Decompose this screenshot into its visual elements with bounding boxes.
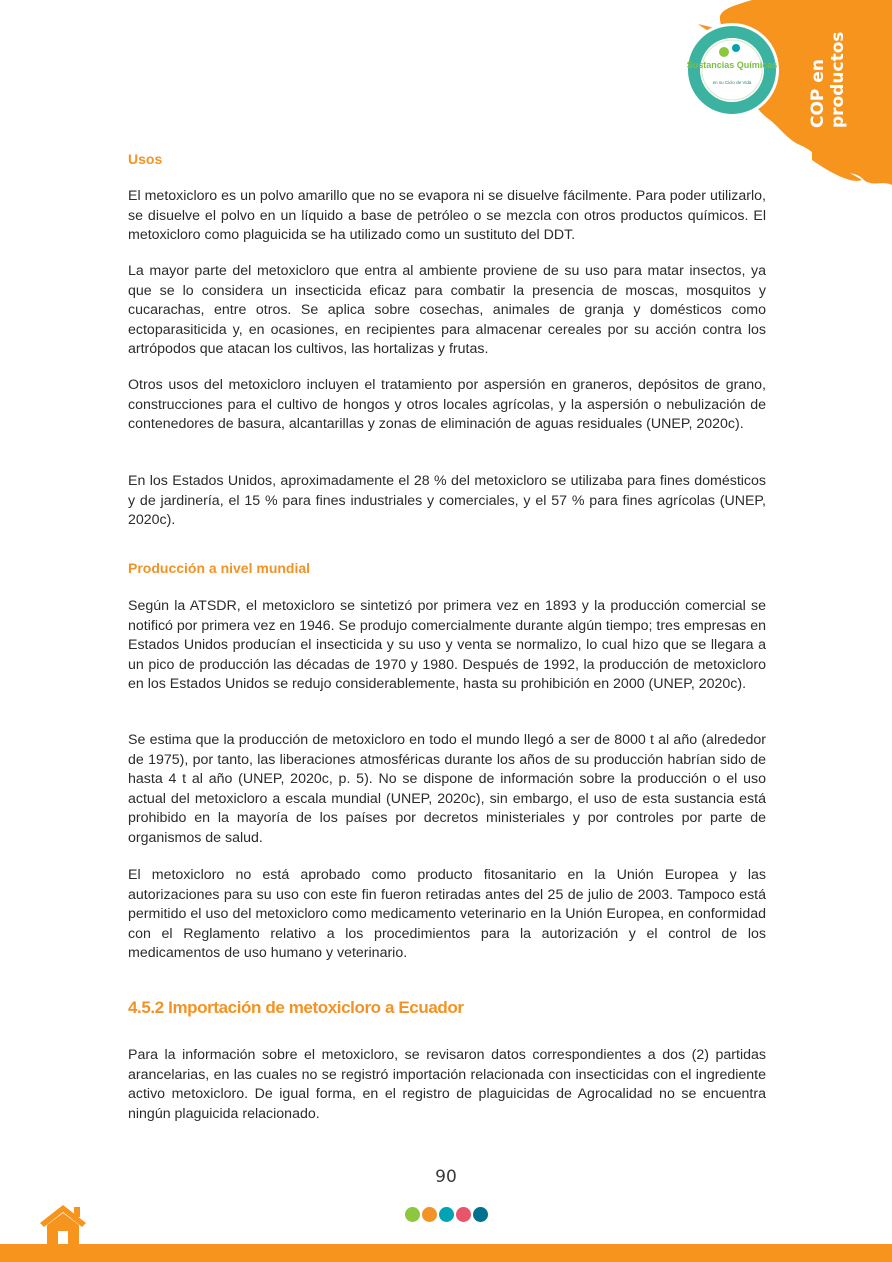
sustancias-quimicas-logo xyxy=(684,22,780,118)
badge-sub: en su Ciclo de Vida xyxy=(712,80,752,85)
footer-bar xyxy=(0,1244,892,1262)
page-number: 90 xyxy=(435,1167,457,1187)
color-dots xyxy=(405,1207,488,1222)
paragraph-produccion-2: Se estima que la producción de metoxicloro en todo el mundo llegó a ser de 8000 t al año (alrededor de 1975), por tanto, las liberaciones atmosféricas durante los años de su producción habrían sido de hasta 4 t al año (UNEP, 2020c, p. 5). No se dispone de información sobre la producción o el uso actual del metoxicloro a escala mundial (UNEP, 2020c), sin embargo, el uso de esta sustancia está prohibido en la mayoría de los países por decretos ministeriales y por controles por parte de organismos de salud. xyxy=(128,732,766,846)
paragraph-produccion-3: El metoxicloro no está aprobado como producto fitosanitario en la Unión Europea y las autorizaciones para su uso con este fin fueron retiradas antes del 25 de julio de 2003. Tampoco está permitido el uso del metoxicloro como medicamento veterinario en la Unión Europea, en conformidad con el Reglamento relativo a los procedimientos para la autorización y el control de los medicamentos de uso humano y veterinario. xyxy=(128,867,766,962)
paragraph-usos-4: En los Estados Unidos, aproximadamente el 28 % del metoxicloro se utilizaba para fines domésticos y de jardinería, el 15 % para fines industriales y comerciales, y el 57 % para fines agrícolas (UNEP, 2020c). xyxy=(128,473,766,529)
paragraph-importacion-1: Para la información sobre el metoxicloro, se revisaron datos correspondientes a dos (2) partidas arancelarias, en las cuales no se registró importación relacionada con insecticidas con el ingrediente activo metoxicloro. De igual forma, en el registro de plaguicidas de Agrocalidad no se encuentra ningún plaguicida relacionado. xyxy=(128,1047,766,1122)
section-tag-line2: productos xyxy=(828,31,848,128)
section-tag xyxy=(808,18,848,128)
dot-orange xyxy=(422,1207,437,1222)
paragraph-usos-1: El metoxicloro es un polvo amarillo que no se evapora ni se disuelve fácilmente. Para poder utilizarlo, se disuelve el polvo en un líquido a base de petróleo o se mezcla con otros productos químicos. El metoxicloro como plaguicida se ha utilizado como un sustituto del DDT. xyxy=(128,188,766,244)
paragraph-produccion-1: Según la ATSDR, el metoxicloro se sintetizó por primera vez en 1893 y la producción comercial se notificó por primera vez en 1946. Se produjo comercialmente durante algún tiempo; tres empresas en Estados Unidos producían el insecticida y su uso y venta se normalizo, lo cual hizo que se llegara a un pico de producción las décadas de 1970 y 1980. Después de 1992, la producción de metoxicloro en los Estados Unidos se redujo considerablemente, hasta su prohibición en 2000 (UNEP, 2020c). xyxy=(128,598,766,693)
section-heading-produccion: Producción a nivel mundial xyxy=(128,560,311,576)
section-tag-line1: COP en xyxy=(808,59,828,128)
dot-green xyxy=(405,1207,420,1222)
dot-blue xyxy=(473,1207,488,1222)
section-heading-usos: Usos xyxy=(128,151,163,167)
dot-pink xyxy=(456,1207,471,1222)
section-heading-importacion: 4.5.2 Importación de metoxicloro a Ecuador xyxy=(128,998,464,1017)
dot-teal xyxy=(439,1207,454,1222)
paragraph-usos-2: La mayor parte del metoxicloro que entra al ambiente proviene de su uso para matar insectos, ya que se lo considera un insecticida eficaz para combatir la presencia de moscas, mosquitos y cucarachas, entre otros. Se aplica sobre cosechas, animales de granja y domésticos como ectoparasiticida y, en ocasiones, en recipientes para almacenar cereales por su acción contra los artrópodos que atacan los cultivos, las hortalizas y frutas. xyxy=(128,263,766,358)
paragraph-usos-3: Otros usos del metoxicloro incluyen el tratamiento por aspersión en graneros, depósitos de grano, construcciones para el cultivo de hongos y otros locales agrícolas, y la aspersión o nebulización de contenedores de basura, alcantarillas y zonas de eliminación de aguas residuales (UNEP, 2020c). xyxy=(128,377,766,433)
badge-text: Sustancias Químicas xyxy=(686,60,778,70)
home-icon[interactable] xyxy=(38,1203,88,1245)
